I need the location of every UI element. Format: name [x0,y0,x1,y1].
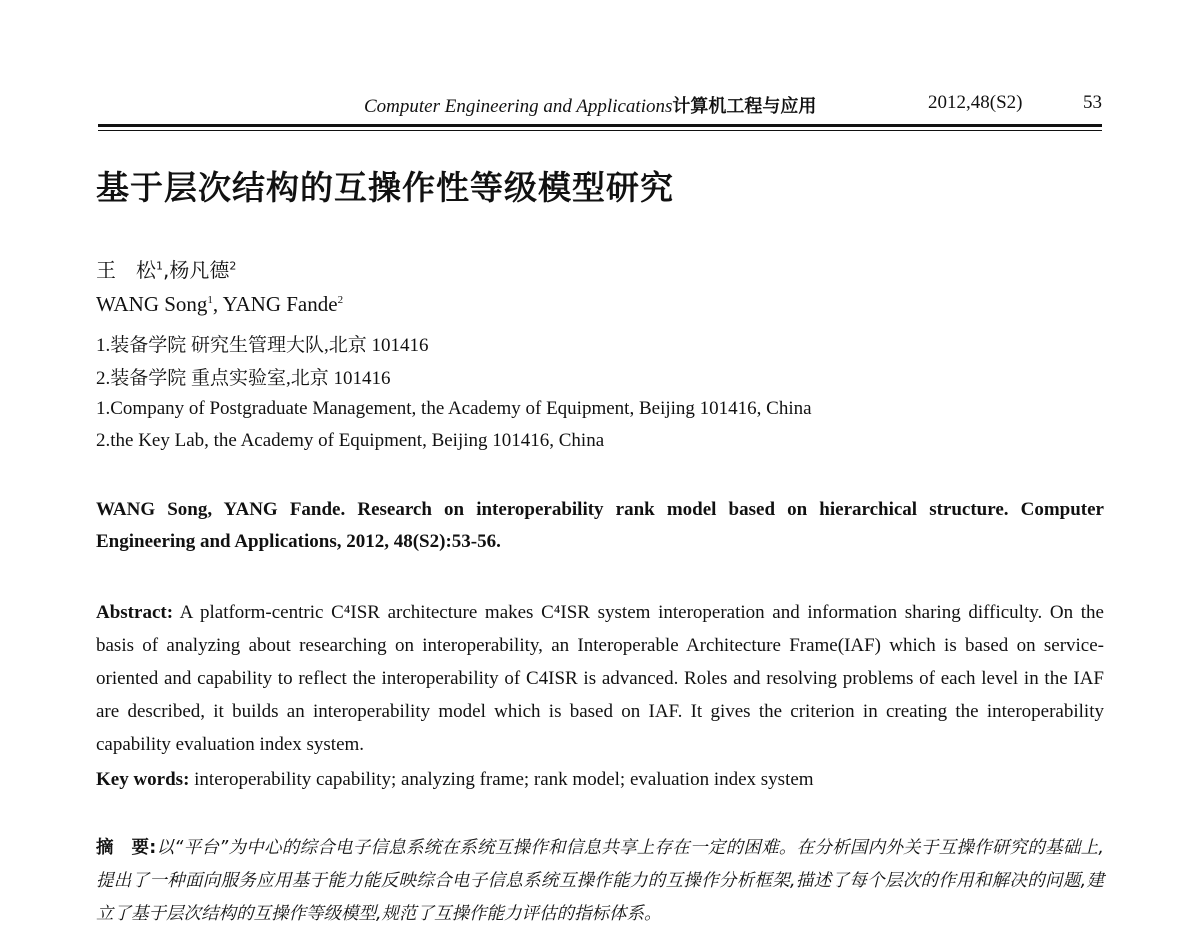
running-header [98,90,1102,122]
author-en-2-affiliation-mark: 2 [337,294,344,306]
abstract-text: A platform-centric C⁴ISR architecture makes C⁴ISR system interoperation and information sharing difficulty. On the basis of analyzing about researching on interoperability, an Interoperable Architecture Frame(IAF) which is based on service-oriented and capability to reflect the interoperability of C4ISR is advanced. Roles and resolving problems of each level in the IAF are described, it builds an interoperability model which is based on IAF. It gives the criterion in creating the interoperability capability evaluation index system. [96,602,1104,755]
abstract-cn-label: 摘 要: [96,838,157,858]
affiliation-cn-2: 2.装备学院 重点实验室,北京 101416 [96,368,391,389]
abstract-en [96,596,1104,761]
author-en-1: WANG Song [96,292,208,316]
abstract-cn [96,832,1104,931]
keywords-en [96,763,1104,796]
page-number: 53 [1083,92,1102,113]
journal-name-en: Computer Engineering and Applications [364,96,673,117]
author-cn-2-affiliation-mark: 2 [229,259,237,273]
author-en-2: YANG Fande [222,292,338,316]
affiliation-en-2: 2.the Key Lab, the Academy of Equipment, Beijing 101416, China [96,430,605,451]
authors-cn [96,254,236,283]
abstract-label: Abstract: [96,602,174,623]
keywords-text: interoperability capability; analyzing frame; rank model; evaluation index system [189,769,814,790]
authors-en [96,292,343,317]
issue-info: 2012,48(S2) [928,92,1023,113]
journal-name [364,92,816,118]
author-cn-separator: , [163,258,170,282]
keywords-label: Key words: [96,769,190,790]
author-en-separator: , [212,292,223,316]
journal-name-cn: 计算机工程与应用 [672,96,817,117]
author-cn-2: 杨凡德 [169,258,230,282]
author-en-1-affiliation-mark: 1 [207,294,213,306]
author-cn-1: 王 松 [96,258,156,282]
paper-title: 基于层次结构的互操作性等级模型研究 [96,168,674,207]
header-rule-thin [98,130,1102,131]
header-rule-thick [98,124,1102,127]
affiliation-cn-1: 1.装备学院 研究生管理大队,北京 101416 [96,335,429,356]
author-cn-1-affiliation-mark: 1 [156,259,163,273]
affiliation-en-1: 1.Company of Postgraduate Management, the Academy of Equipment, Beijing 101416, China [96,398,812,419]
citation: WANG Song, YANG Fande. Research on interoperability rank model based on hierarchical structure. Computer Engineering and Applications, 2012, 48(S2):53-56. [96,499,1104,552]
abstract-cn-text: 以“平台”为中心的综合电子信息系统在系统互操作和信息共享上存在一定的困难。在分析国内外关于互操作研究的基础上,提出了一种面向服务应用基于能力能反映综合电子信息系统互操作能力的互操作分析框架,描述了每个层次的作用和解决的问题,建立了基于层次结构的互操作等级模型,规范了互操作能力评估的指标体系。 [96,838,1104,924]
